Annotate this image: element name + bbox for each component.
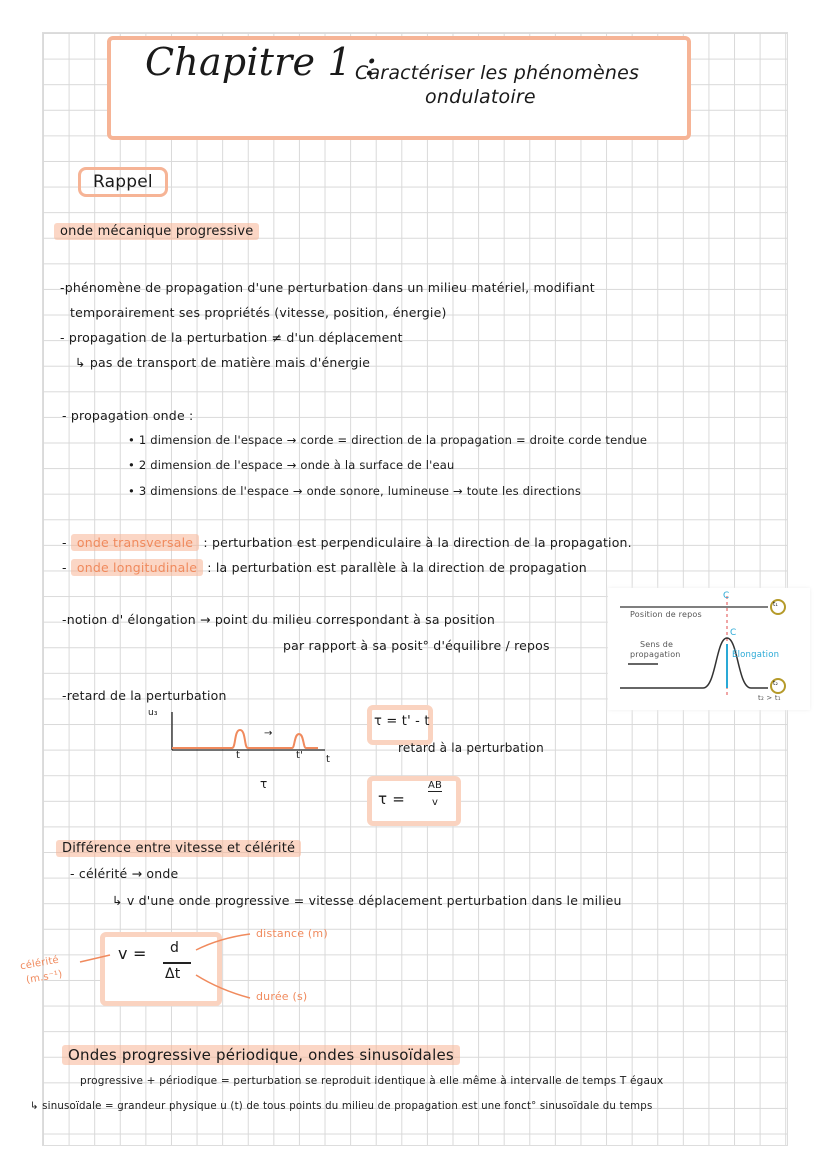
tau-denominator: v bbox=[432, 797, 439, 808]
t2-label: t₂ bbox=[773, 680, 779, 687]
duree-annotation: durée (s) bbox=[256, 990, 308, 1003]
retard-line: -retard de la perturbation bbox=[62, 688, 227, 703]
text-line: - célérité → onde bbox=[70, 866, 179, 881]
celerite-unit: (m.s⁻¹) bbox=[25, 968, 64, 987]
elongation-line-1: -notion d' élongation → point du milieu correspondant à sa position bbox=[62, 612, 495, 627]
t1-label: t₁ bbox=[773, 601, 779, 608]
celerite-annotation: célérité bbox=[19, 954, 60, 973]
text-line: ↳ pas de transport de matière mais d'énergie bbox=[75, 355, 371, 370]
graph-tau-label: τ bbox=[260, 777, 268, 791]
propagation-label: propagation bbox=[630, 650, 681, 659]
text-line: ↳ sinusoïdale = grandeur physique u (t) de tous points du milieu de propagation est une fonct° sinusoïdale du temps bbox=[30, 1101, 653, 1112]
elongation-line-2: par rapport à sa posit° d'équilibre / repos bbox=[283, 638, 550, 653]
position-repos-label: Position de repos bbox=[630, 610, 702, 619]
chapter-subtitle-1: Caractériser les phénomènes bbox=[355, 62, 640, 84]
velocity-denominator: Δt bbox=[165, 966, 181, 982]
graph-axis-label: t bbox=[326, 754, 331, 765]
tau-numerator: AB bbox=[428, 780, 443, 791]
retard-graph bbox=[160, 708, 340, 768]
text-line: - propagation de la perturbation ≠ d'un déplacement bbox=[60, 330, 403, 345]
graph-t-label: t bbox=[236, 750, 241, 761]
text-line: progressive + périodique = perturbation se reproduit identique à elle même à intervalle de temps T égaux bbox=[80, 1075, 664, 1087]
text-line: - propagation onde : bbox=[62, 408, 194, 423]
section-heading-onde: onde mécanique progressive bbox=[54, 223, 259, 240]
velocity-v: v = bbox=[118, 944, 147, 963]
section-heading-ondes-periodiques: Ondes progressive périodique, ondes sinusoïdales bbox=[62, 1045, 460, 1065]
graph-t-prime-label: t' bbox=[296, 750, 304, 761]
bullet-item: • 1 dimension de l'espace → corde = direction de la propagation = droite corde tendue bbox=[128, 433, 648, 447]
tau-note: retard à la perturbation bbox=[398, 741, 544, 755]
chapter-subtitle-2: ondulatoire bbox=[425, 86, 536, 108]
tau-formula2-left: τ = bbox=[378, 790, 405, 808]
velocity-numerator: d bbox=[170, 940, 180, 956]
point-c-mid: C bbox=[730, 628, 737, 638]
text-line: -phénomène de propagation d'une perturbation dans un milieu matériel, modifiant bbox=[60, 280, 595, 295]
longitudinal-text: : la perturbation est parallèle à la direction de propagation bbox=[207, 560, 587, 575]
bullet-item: • 3 dimensions de l'espace → onde sonore, lumineuse → toute les directions bbox=[128, 484, 582, 498]
text-line: ↳ v d'une onde progressive = vitesse déplacement perturbation dans le milieu bbox=[112, 893, 622, 908]
elongation-label: Élongation bbox=[732, 650, 780, 660]
section-heading-celerite: Différence entre vitesse et célérité bbox=[56, 840, 301, 857]
bullet-item: • 2 dimension de l'espace → onde à la surface de l'eau bbox=[128, 458, 455, 472]
point-c-top: C bbox=[723, 591, 730, 601]
transverse-text: : perturbation est perpendiculaire à la direction de la propagation. bbox=[203, 535, 632, 550]
transverse-label: onde transversale bbox=[71, 534, 199, 551]
t2-gt-t1-label: t₂ > t₁ bbox=[758, 694, 781, 702]
distance-annotation: distance (m) bbox=[256, 927, 328, 940]
rappel-label: Rappel bbox=[78, 167, 168, 197]
sens-label: Sens de bbox=[640, 640, 674, 649]
text-line: temporairement ses propriétés (vitesse, position, énergie) bbox=[70, 305, 447, 320]
elongation-figure bbox=[608, 588, 810, 710]
graph-y-label: u₃ bbox=[148, 708, 158, 718]
chapter-title: Chapitre 1 : bbox=[145, 40, 378, 84]
longitudinal-label: onde longitudinale bbox=[71, 559, 203, 576]
tau-formula: τ = t' - t bbox=[374, 714, 430, 729]
graph-arrow: → bbox=[264, 728, 273, 739]
elongation-diagram bbox=[608, 588, 810, 710]
